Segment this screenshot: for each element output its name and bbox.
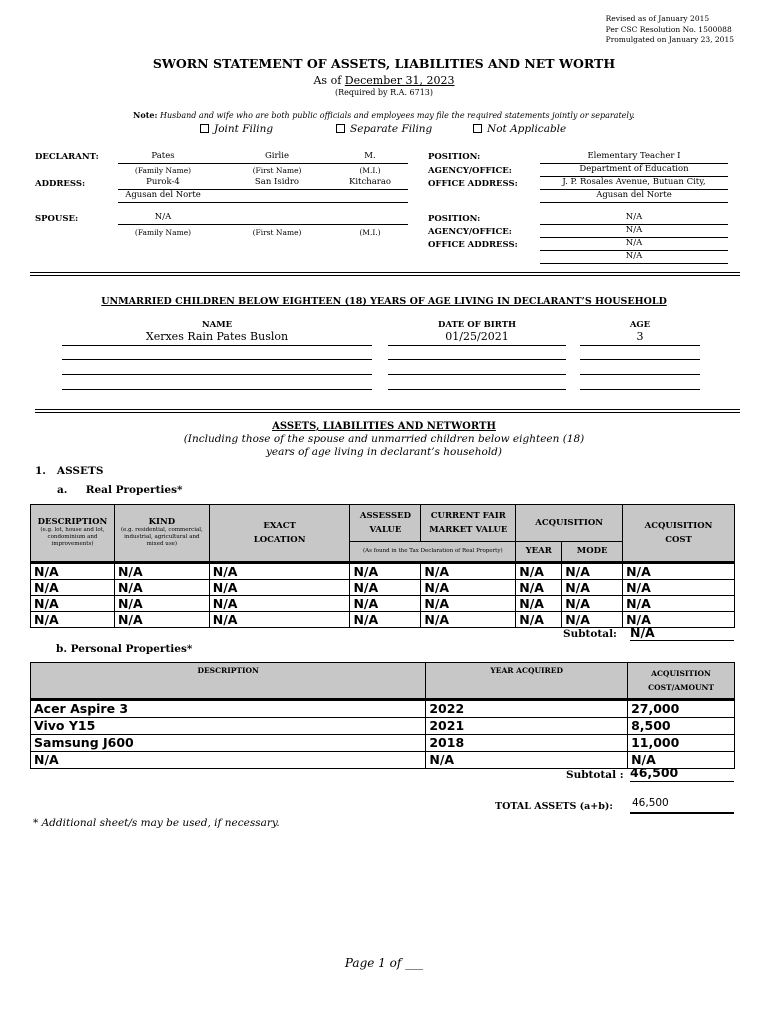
- personal-properties-heading: b. Personal Properties*: [56, 643, 193, 655]
- child-dob: 01/25/2021: [388, 330, 566, 346]
- table-cell: N/A: [350, 596, 421, 612]
- resolution-text: Per CSC Resolution No. 1500088: [605, 24, 732, 34]
- table-row: [31, 612, 735, 628]
- assets-heading: 1. ASSETS: [35, 465, 104, 477]
- children-name-header: NAME: [201, 320, 233, 330]
- table-row: [31, 596, 735, 612]
- personal-cost-header: [628, 663, 735, 699]
- table-cell: 27,000: [628, 701, 735, 718]
- real-assessed-header: [350, 505, 421, 542]
- spouse-family-caption: (Family Name): [134, 228, 192, 237]
- separate-filing-option[interactable]: [336, 123, 432, 135]
- table-cell: N/A: [628, 752, 735, 769]
- table-cell: N/A: [623, 580, 735, 596]
- real-description-header: [31, 505, 115, 562]
- real-cost-label-2: COST: [665, 534, 692, 545]
- additional-sheets-note: * Additional sheet/s may be used, if necessary.: [33, 817, 280, 829]
- declarant-label: DECLARANT:: [35, 152, 99, 162]
- table-cell: N/A: [623, 596, 735, 612]
- table-cell: N/A: [31, 580, 115, 596]
- table-cell: N/A: [562, 564, 623, 580]
- child-blank-line: [62, 346, 372, 360]
- required-by: (Required by R.A. 6713): [334, 88, 434, 97]
- child-name: Xerxes Rain Pates Buslon: [62, 330, 372, 346]
- table-cell: N/A: [209, 580, 350, 596]
- personal-cost-label-1: ACQUISITION: [651, 668, 711, 678]
- table-cell: N/A: [209, 612, 350, 628]
- table-row: [31, 735, 735, 752]
- child-blank-line: [580, 346, 700, 360]
- declarant-first-name: Girlie: [264, 151, 290, 161]
- as-of-label: As of: [313, 74, 342, 87]
- table-cell: N/A: [421, 580, 516, 596]
- table-cell: N/A: [114, 580, 209, 596]
- real-mode-header: MODE: [562, 542, 623, 562]
- address-label: ADDRESS:: [35, 179, 86, 189]
- table-cell: 2018: [426, 735, 628, 752]
- joint-filing-label: Joint Filing: [214, 123, 274, 135]
- child-age: 3: [580, 330, 700, 346]
- table-cell: Acer Aspire 3: [31, 701, 426, 718]
- first-name-caption: (First Name): [252, 166, 302, 175]
- real-cost-label-1: ACQUISITION: [644, 520, 713, 531]
- position-label: POSITION:: [428, 152, 481, 162]
- table-cell: N/A: [562, 596, 623, 612]
- real-assessed-label-1: ASSESSED: [359, 511, 411, 521]
- child-blank-line: [62, 375, 372, 390]
- real-location-label-1: EXACT: [263, 520, 296, 531]
- spouse-label: SPOUSE:: [35, 214, 79, 224]
- address-purok: Purok-4: [146, 177, 180, 187]
- children-age-header: AGE: [629, 320, 651, 330]
- child-blank-line: [62, 360, 372, 375]
- assets-subtitle-1: (Including those of the spouse and unmarried children below eighteen (18): [183, 433, 585, 445]
- table-cell: 2021: [426, 718, 628, 735]
- real-location-header: [209, 505, 350, 562]
- personal-subtotal-value: 46,500: [630, 765, 734, 782]
- declarant-position: Elementary Teacher I: [540, 151, 728, 164]
- spouse-agency-label: AGENCY/OFFICE:: [428, 227, 512, 237]
- real-kind-sub: (e.g. residential, commercial, industrial, agricultural and mixed use): [120, 527, 203, 548]
- declarant-agency: Department of Education: [540, 164, 728, 177]
- not-applicable-label: Not Applicable: [487, 123, 567, 135]
- child-blank-line: [388, 360, 566, 375]
- real-market-header: [421, 505, 516, 542]
- child-blank-line: [580, 375, 700, 390]
- section-divider: [30, 272, 740, 276]
- table-cell: N/A: [516, 564, 562, 580]
- mi-caption: (M.I.): [359, 166, 381, 175]
- table-cell: N/A: [421, 612, 516, 628]
- real-location-label-2: LOCATION: [253, 534, 306, 545]
- table-cell: N/A: [623, 612, 735, 628]
- children-dob-header: DATE OF BIRTH: [437, 320, 517, 330]
- table-cell: N/A: [114, 612, 209, 628]
- total-assets-value: 46,500: [630, 797, 734, 814]
- agency-label: AGENCY/OFFICE:: [428, 166, 512, 176]
- table-cell: 8,500: [628, 718, 735, 735]
- spouse-first-caption: (First Name): [252, 228, 302, 237]
- child-blank-line: [580, 360, 700, 375]
- table-row: [31, 701, 735, 718]
- checkbox-icon[interactable]: [473, 124, 482, 133]
- table-cell: N/A: [516, 612, 562, 628]
- tax-declaration-note: [350, 542, 516, 562]
- real-market-label-1: CURRENT FAIR: [430, 511, 506, 521]
- assets-subtitle-2: years of age living in declarant’s household): [266, 446, 502, 458]
- as-of-line: [0, 74, 768, 87]
- declarant-mi: M.: [364, 151, 376, 161]
- table-row: [31, 752, 735, 769]
- table-cell: N/A: [421, 564, 516, 580]
- promulgated-text: Promulgated on January 23, 2015: [605, 35, 734, 44]
- table-cell: N/A: [426, 752, 628, 769]
- table-cell: N/A: [350, 612, 421, 628]
- address-province: Agusan del Norte: [125, 190, 201, 200]
- real-year-header: YEAR: [516, 542, 562, 562]
- page-number: Page 1 of ___: [344, 956, 424, 970]
- table-cell: N/A: [31, 564, 115, 580]
- table-cell: N/A: [114, 596, 209, 612]
- table-cell: N/A: [350, 580, 421, 596]
- child-blank-line: [388, 375, 566, 390]
- table-cell: N/A: [114, 564, 209, 580]
- table-cell: N/A: [623, 564, 735, 580]
- declarant-office-address-1: J. P. Rosales Avenue, Butuan City,: [540, 177, 728, 190]
- table-cell: N/A: [209, 564, 350, 580]
- table-cell: 11,000: [628, 735, 735, 752]
- real-kind-label: KIND: [148, 517, 176, 528]
- note-label: Note:: [133, 110, 158, 120]
- not-applicable-option[interactable]: [473, 123, 566, 135]
- section-divider: [35, 409, 740, 413]
- table-cell: Samsung J600: [31, 735, 426, 752]
- table-row: [31, 718, 735, 735]
- spouse-agency: N/A: [540, 225, 728, 238]
- note-text: Husband and wife who are both public officials and employees may file the required statements jointly or separately.: [159, 111, 635, 120]
- table-cell: N/A: [562, 612, 623, 628]
- personal-cost-label-2: COST/AMOUNT: [648, 682, 714, 692]
- table-cell: N/A: [31, 752, 426, 769]
- table-cell: N/A: [516, 580, 562, 596]
- joint-filing-option[interactable]: [200, 123, 273, 135]
- separate-filing-label: Separate Filing: [350, 123, 433, 135]
- table-cell: N/A: [350, 564, 421, 580]
- personal-subtotal-label: Subtotal :: [566, 769, 624, 781]
- checkbox-icon[interactable]: [200, 124, 209, 133]
- personal-year-header: YEAR ACQUIRED: [426, 663, 628, 699]
- table-cell: N/A: [516, 596, 562, 612]
- table-cell: N/A: [31, 612, 115, 628]
- personal-properties-table: [30, 662, 735, 769]
- spouse-office-address-1: N/A: [540, 238, 728, 251]
- tax-note-text: (As found in the Tax Declaration of Real Property): [363, 547, 503, 554]
- family-name-caption: (Family Name): [134, 166, 192, 175]
- real-properties-heading: a. Real Properties*: [57, 484, 183, 496]
- table-row: [31, 564, 735, 580]
- total-assets-label: TOTAL ASSETS (a+b):: [495, 801, 613, 812]
- real-subtotal-value: N/A: [630, 625, 734, 641]
- spouse-office-address-2: N/A: [540, 251, 728, 264]
- declarant-office-address-2: Agusan del Norte: [540, 190, 728, 203]
- spouse-position: N/A: [540, 212, 728, 225]
- table-cell: N/A: [209, 596, 350, 612]
- child-blank-line: [388, 346, 566, 360]
- assets-section-title: ASSETS, LIABILITIES AND NETWORTH: [272, 421, 496, 432]
- spouse-position-label: POSITION:: [428, 214, 481, 224]
- spouse-office-address-label: OFFICE ADDRESS:: [428, 240, 518, 250]
- table-cell: N/A: [421, 596, 516, 612]
- real-kind-header: [114, 505, 209, 562]
- address-municipality: Kitcharao: [348, 177, 392, 187]
- as-of-date: December 31, 2023: [344, 74, 455, 87]
- spouse-mi-caption: (M.I.): [359, 228, 381, 237]
- revised-text: Revised as of January 2015: [605, 14, 710, 23]
- table-cell: N/A: [562, 580, 623, 596]
- children-title: UNMARRIED CHILDREN BELOW EIGHTEEN (18) YEARS OF AGE LIVING IN DECLARANT’S HOUSEHOLD: [101, 296, 667, 307]
- checkbox-icon[interactable]: [336, 124, 345, 133]
- spouse-family-name: N/A: [154, 212, 172, 222]
- table-row: [31, 580, 735, 596]
- revision-info: [606, 14, 734, 46]
- real-subtotal-label: Subtotal:: [563, 628, 617, 640]
- personal-description-header: DESCRIPTION: [31, 663, 426, 699]
- table-cell: N/A: [31, 596, 115, 612]
- declarant-family-name: Pates: [151, 151, 175, 161]
- office-address-label: OFFICE ADDRESS:: [428, 179, 518, 189]
- real-acquisition-header: ACQUISITION: [516, 505, 623, 542]
- real-market-label-2: MARKET VALUE: [429, 525, 508, 535]
- table-cell: Vivo Y15: [31, 718, 426, 735]
- address-barangay: San Isidro: [254, 177, 300, 187]
- note: [0, 110, 768, 120]
- real-properties-table: [30, 504, 735, 628]
- real-assessed-label-2: VALUE: [369, 525, 402, 535]
- real-description-label: DESCRIPTION: [37, 517, 108, 528]
- real-description-sub: (e.g. lot, house and lot, condominium and improvements): [40, 527, 105, 548]
- real-cost-header: [623, 505, 735, 562]
- form-title: SWORN STATEMENT OF ASSETS, LIABILITIES AND NET WORTH: [152, 56, 616, 71]
- table-cell: 2022: [426, 701, 628, 718]
